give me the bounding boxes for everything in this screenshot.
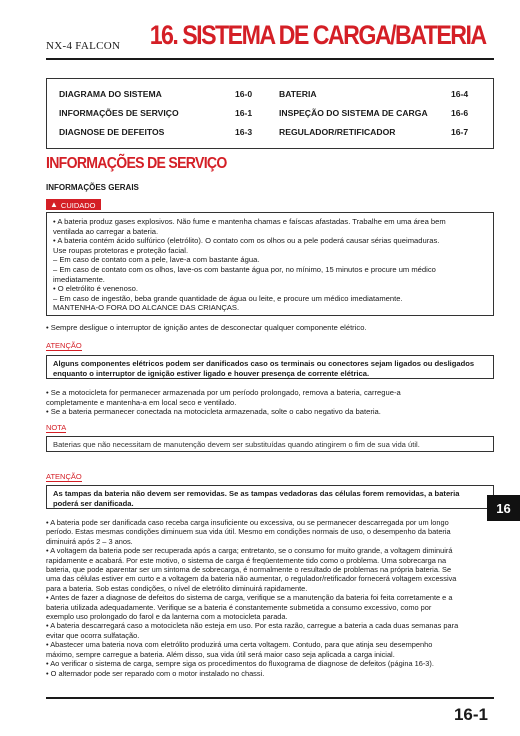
body-line: • Se a bateria permanecer conectada na motocicleta armazenada, solte o cabo negativo da bateria. <box>46 407 381 417</box>
body-line: • Se a motocicleta for permanecer armazenada por um período prolongado, remova a bateria, carregue-a <box>46 388 401 397</box>
toc-page-right: 16-7 <box>451 127 469 137</box>
page-number: 16-1 <box>453 705 488 724</box>
table-of-contents <box>46 78 494 149</box>
attention-label: ATENÇÃO <box>46 341 82 350</box>
body-line: para a bateria. Sob estas condições, o nível de eletrólito diminuirá rapidamente. <box>46 583 308 593</box>
body-paragraph <box>46 388 401 417</box>
toc-link-right[interactable]: REGULADOR/RETIFICADOR <box>279 127 396 137</box>
body-line: rapidamente e acabará. Por este motivo, o sistema de carga é freqüentemente tido como o problema. Uma sobrecarga na <box>46 555 447 565</box>
caution-line: • O eletrólito é venenoso. <box>53 284 138 294</box>
toc-row <box>59 89 481 108</box>
body-line: exemplo uso prolongado do farol e da lanterna com a motocicleta parada. <box>46 612 288 622</box>
toc-page-right: 16-6 <box>451 108 469 118</box>
toc-link-right[interactable]: INSPEÇÃO DO SISTEMA DE CARGA <box>279 108 428 118</box>
attention-line: enquanto o interruptor de ignição estiver ligado e houver presença de corrente elétrica. <box>53 368 370 378</box>
toc-link-left[interactable]: DIAGNOSE DE DEFEITOS <box>59 127 165 137</box>
body-line: bateria utilizada adequadamente. Verifique se a bateria é constantemente submetida a consumo excessivo, como por <box>46 602 432 612</box>
attention-line: Alguns componentes elétricos podem ser danificados caso os terminais ou conectores sejam ligados ou desligados <box>53 359 475 368</box>
warning-triangle-icon: ▲ <box>50 200 58 209</box>
toc-link-left[interactable]: DIAGRAMA DO SISTEMA <box>59 89 162 99</box>
caution-label: CUIDADO <box>60 200 96 210</box>
body-line: uma das células estiver em curto e a voltagem da bateria não aumentar, o regulador/retificador fornecerá voltagem excessiva <box>46 574 457 584</box>
footer-rule <box>46 697 494 699</box>
caution-line: Use roupas protetoras e proteção facial. <box>53 245 189 255</box>
toc-page-left: 16-1 <box>235 108 253 118</box>
caution-line: • A bateria produz gases explosivos. Não fume e mantenha chamas e faíscas afastadas. Trabalhe em uma área bem <box>53 217 446 226</box>
attention-line: poderá ser danificada. <box>53 498 134 508</box>
toc-link-right[interactable]: BATERIA <box>279 89 317 99</box>
toc-page-right: 16-4 <box>451 89 469 99</box>
body-line: máximo, sempre carregue a bateria. Além disso, sua vida útil será maior caso seja aplicada a carga inicial. <box>46 649 395 659</box>
note-text: Baterias que não necessitam de manutenção devem ser substituídas quando atingirem o fim de sua vida útil. <box>53 440 420 449</box>
caution-line: ventilada ao carregar a bateria. <box>53 226 159 236</box>
body-line: • Abastecer uma bateria nova com eletrólito produzirá uma certa voltagem. Contudo, para que atinja seu desempenho <box>46 640 433 650</box>
subsection-title: INFORMAÇÕES GERAIS <box>46 183 139 192</box>
body-line: diminuirá após 2 – 3 anos. <box>46 536 133 546</box>
body-paragraph <box>46 518 458 678</box>
caution-box <box>46 212 494 316</box>
note-box <box>46 436 494 452</box>
caution-line: • A bateria contém ácido sulfúrico (eletrólito). O contato com os olhos ou a pele poderá causar sérias queimaduras. <box>53 236 440 246</box>
header-rule <box>46 58 494 60</box>
note-label: NOTA <box>46 423 67 432</box>
attention-line: As tampas da bateria não devem ser removidas. Se as tampas vedadoras das células forem removidas, a bateria <box>53 489 460 498</box>
attention-label: ATENÇÃO <box>46 472 82 481</box>
body-line: • Ao verificar o sistema de carga, sempre siga os procedimentos do fluxograma de diagnose de defeitos (página 16-3). <box>46 659 434 669</box>
model-name: NX-4 FALCON <box>46 40 121 52</box>
section-title: INFORMAÇÕES DE SERVIÇO <box>46 155 227 172</box>
caution-line: – Em caso de contato com os olhos, lave-os com bastante água por, no mínimo, 15 minutos e procure um médico <box>53 264 436 274</box>
body-line: evitar que ocorra sulfatação. <box>46 630 140 640</box>
body-line: • A bateria pode ser danificada caso receba carga insuficiente ou excessiva, ou se permanecer descarregada por um longo <box>46 518 449 527</box>
caution-line: MANTENHA-O FORA DO ALCANCE DAS CRIANÇAS. <box>53 303 240 313</box>
toc-row <box>59 127 481 146</box>
body-line: • A bateria descarregará caso a motocicleta não esteja em uso. Por esta razão, carregue a bateria a cada duas semanas para <box>46 621 459 631</box>
toc-link-left[interactable]: INFORMAÇÕES DE SERVIÇO <box>59 108 179 118</box>
caution-line: imediatamente. <box>53 274 105 284</box>
caution-line: – Em caso de contato com a pele, lave-a com bastante água. <box>53 255 260 265</box>
body-line: bateria, que pode aparentar ser um sintoma de sobrecarga, é normalmente o resultado de problemas na própria bateria. Se <box>46 565 452 575</box>
toc-page-left: 16-3 <box>235 127 253 137</box>
body-line: • A voltagem da bateria pode ser recuperada após a carga; entretanto, se o consumo for muito grande, a voltagem diminuirá <box>46 546 453 556</box>
chapter-title: 16. SISTEMA DE CARGA/BATERIA <box>150 20 486 50</box>
chapter-tab[interactable]: 16 <box>487 495 520 521</box>
caution-badge <box>46 199 101 210</box>
body-line: completamente e mantenha-a em local seco e ventilado. <box>46 397 237 407</box>
attention-box <box>46 485 494 509</box>
toc-row <box>59 108 481 127</box>
page-header <box>0 0 520 62</box>
caution-line: – Em caso de ingestão, beba grande quantidade de água ou leite, e procure um médico imediatamente. <box>53 293 403 303</box>
body-line: período. Estas mesmas condições diminuem sua vida útil. Mesmo em condições normais de uso, o desempenho da bateria <box>46 527 451 537</box>
body-line: • O alternador pode ser reparado com o motor instalado no chassi. <box>46 668 265 678</box>
body-line: • Antes de fazer a diagnose de defeitos do sistema de carga, verifique se a manutenção da bateria foi feita corretamente e a <box>46 593 453 603</box>
toc-page-left: 16-0 <box>235 89 253 99</box>
body-paragraph: • Sempre desligue o interruptor de ignição antes de desconectar qualquer componente elétrico. <box>46 323 367 332</box>
attention-box <box>46 355 494 379</box>
